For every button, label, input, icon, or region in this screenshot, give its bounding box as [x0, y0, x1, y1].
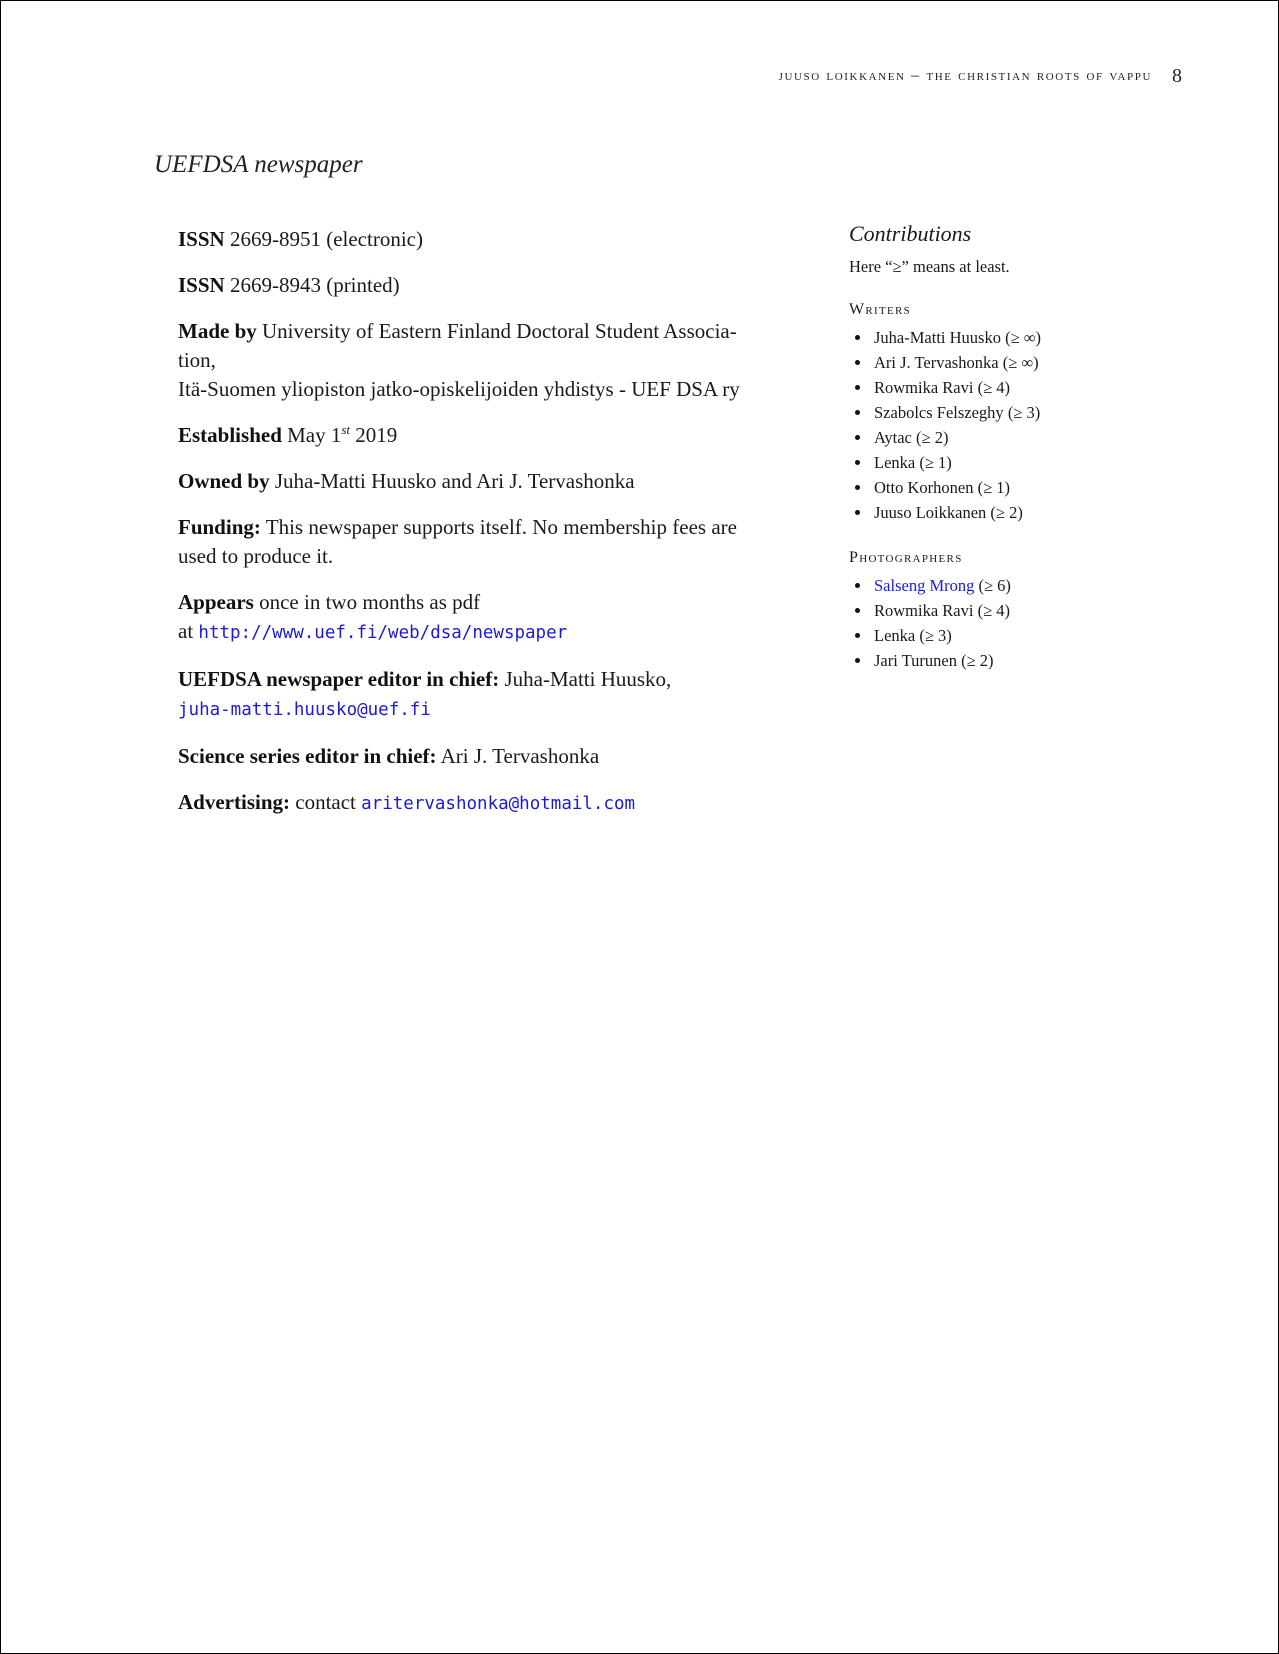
science-editor-name: Ari J. Tervashonka	[440, 744, 600, 768]
advertising	[178, 788, 798, 819]
writer-name: Juha-Matti Huusko	[874, 328, 1001, 347]
established-month: May 1	[287, 423, 342, 447]
established-ordinal: st	[341, 422, 351, 437]
made-by-value-line2: tion,	[178, 348, 216, 372]
running-header: juuso loikkanen – the christian roots of vappu	[778, 67, 1152, 84]
writer-count: (≥ 1)	[977, 478, 1010, 497]
advertising-text: contact	[295, 790, 356, 814]
owned-by-label: Owned by	[178, 469, 270, 493]
writers-list	[849, 325, 1149, 525]
made-by-label: Made by	[178, 319, 257, 343]
photographer-name: Jari Turunen	[874, 651, 957, 670]
made-by	[178, 317, 798, 404]
list-item	[849, 500, 1149, 525]
writer-name: Rowmika Ravi	[874, 378, 974, 397]
advertising-label: Advertising:	[178, 790, 290, 814]
list-item	[849, 450, 1149, 475]
photographer-count: (≥ 4)	[977, 601, 1010, 620]
photographer-count: (≥ 6)	[978, 576, 1011, 595]
photographers-heading: Photographers	[849, 549, 963, 566]
section-title: UEFDSA newspaper	[154, 151, 363, 178]
owned-by-value: Juha-Matti Huusko and Ari J. Tervashonka	[274, 469, 635, 493]
writer-count: (≥ 2)	[990, 503, 1023, 522]
list-item	[849, 648, 1149, 673]
photographer-count: (≥ 3)	[919, 626, 952, 645]
photographer-name: Lenka	[874, 626, 916, 645]
issn-printed	[178, 271, 798, 300]
writer-count: (≥ 2)	[916, 428, 949, 447]
established-year: 2019	[355, 423, 398, 447]
science-editor-label: Science series editor in chief:	[178, 744, 437, 768]
editor-label: UEFDSA newspaper editor in chief:	[178, 667, 500, 691]
list-item	[849, 475, 1149, 500]
issn-printed-value: 2669-8943 (printed)	[229, 273, 400, 297]
appears	[178, 588, 798, 648]
masthead-info	[178, 225, 798, 836]
editor-name: Juha-Matti Huusko,	[504, 667, 672, 691]
writer-name: Otto Korhonen	[874, 478, 974, 497]
contributions-note: Here “≥” means at least.	[849, 257, 1010, 276]
funding	[178, 513, 798, 571]
made-by-value-line3: Itä-Suomen yliopiston jatko-opiskelijoiden yhdistys - UEF DSA ry	[178, 377, 740, 401]
writers-heading: Writers	[849, 301, 912, 318]
editor-email-link[interactable]: juha-matti.huusko@uef.fi	[178, 700, 431, 720]
writer-name: Ari J. Tervashonka	[874, 353, 999, 372]
appears-label: Appears	[178, 590, 254, 614]
list-item	[849, 425, 1149, 450]
writer-count: (≥ ∞)	[1002, 353, 1039, 372]
writer-name: Juuso Loikkanen	[874, 503, 987, 522]
established	[178, 421, 798, 450]
funding-label: Funding:	[178, 515, 261, 539]
issn-label: ISSN	[178, 227, 225, 251]
list-item	[849, 350, 1149, 375]
writer-name: Aytac	[874, 428, 912, 447]
page-number: 8	[1172, 65, 1182, 87]
issn-electronic	[178, 225, 798, 254]
photographer-count: (≥ 2)	[961, 651, 994, 670]
list-item	[849, 375, 1149, 400]
made-by-value-line1: University of Eastern Finland Doctoral Student Associa-	[262, 319, 737, 343]
contributions-sidebar	[849, 221, 1149, 697]
writer-name: Szabolcs Felszeghy	[874, 403, 1004, 422]
advertising-email-link[interactable]: aritervashonka@hotmail.com	[361, 794, 636, 814]
writer-name: Lenka	[874, 453, 916, 472]
list-item	[849, 400, 1149, 425]
list-item	[849, 573, 1149, 598]
newspaper-url-link[interactable]: http://www.uef.fi/web/dsa/newspaper	[198, 623, 568, 643]
list-item	[849, 623, 1149, 648]
appears-at: at	[178, 619, 194, 643]
science-editor	[178, 742, 798, 771]
funding-value-line1: This newspaper supports itself. No membership fees are	[265, 515, 737, 539]
writer-count: (≥ 4)	[977, 378, 1010, 397]
contributions-title: Contributions	[849, 221, 972, 246]
appears-value: once in two months as pdf	[259, 590, 481, 614]
funding-value-line2: used to produce it.	[178, 544, 334, 568]
photographer-name: Rowmika Ravi	[874, 601, 974, 620]
photographers-list	[849, 573, 1149, 673]
writer-count: (≥ ∞)	[1005, 328, 1042, 347]
list-item	[849, 598, 1149, 623]
owned-by	[178, 467, 798, 496]
photographer-name-link[interactable]: Salseng Mrong	[874, 576, 975, 595]
writer-count: (≥ 3)	[1007, 403, 1041, 422]
writer-count: (≥ 1)	[919, 453, 952, 472]
issn-label: ISSN	[178, 273, 225, 297]
editor-in-chief	[178, 665, 798, 725]
established-label: Established	[178, 423, 282, 447]
list-item	[849, 325, 1149, 350]
issn-electronic-value: 2669-8951 (electronic)	[229, 227, 423, 251]
